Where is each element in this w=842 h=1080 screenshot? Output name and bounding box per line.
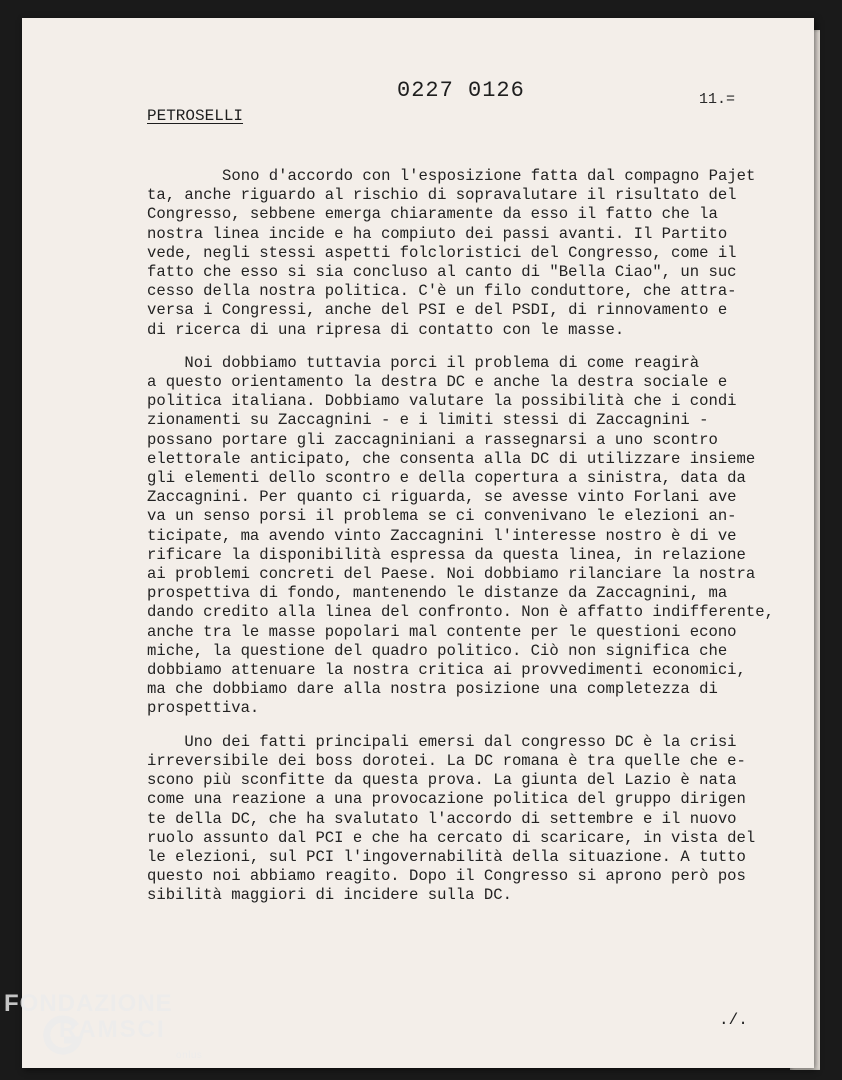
paragraph-2 — [147, 354, 817, 719]
paragraph-1 — [147, 167, 817, 340]
watermark-onlus: onlus — [176, 1050, 203, 1061]
paragraph-3 — [147, 733, 817, 906]
text-line: gli elementi dello scontro e della copertura a sinistra, data da — [147, 469, 746, 488]
text-line: ai problemi concreti del Paese. Noi dobbiamo rilanciare la nostra — [147, 565, 756, 584]
text-line: fatto che esso si sia concluso al canto di "Bella Ciao", un suc — [147, 263, 737, 282]
text-line: ticipate, ma avendo vinto Zaccagnini l'interesse nostro è di ve — [147, 526, 737, 545]
text-line: Uno dei fatti principali emersi dal congresso DC è la crisi — [147, 732, 737, 751]
gramsci-g-logo-icon — [40, 1014, 84, 1058]
text-line: dando credito alla linea del confronto. Non è affatto indifferente, — [147, 603, 774, 622]
text-line: elettorale anticipato, che consenta alla DC di utilizzare insieme — [147, 449, 756, 468]
text-line: sibilità maggiori di incidere sulla DC. — [147, 886, 512, 905]
text-line: cesso della nostra politica. C'è un filo conduttore, che attra- — [147, 282, 737, 301]
text-line: scono più sconfitte da questa prova. La giunta del Lazio è nata — [147, 771, 737, 790]
text-line: ma che dobbiamo dare alla nostra posizione una completezza di — [147, 680, 718, 699]
text-line: a questo orientamento la destra DC e anche la destra sociale e — [147, 373, 728, 392]
continuation-mark: ./. — [719, 1011, 748, 1029]
text-line: rificare la disponibilità espressa da questa linea, in relazione — [147, 545, 746, 564]
text-line: versa i Congressi, anche del PSI e del PSDI, di rinnovamento e — [147, 301, 728, 320]
text-line: nostra linea incide e ha compiuto dei passi avanti. Il Partito — [147, 224, 728, 243]
text-line: le elezioni, sul PCI l'ingovernabilità della situazione. A tutto — [147, 847, 746, 866]
text-line: questo noi abbiamo reagito. Dopo il Congresso si aprono però pos — [147, 867, 746, 886]
text-line: Congresso, sebbene emerga chiaramente da esso il fatto che la — [147, 205, 718, 224]
text-line: miche, la questione del quadro politico. Ciò non significa che — [147, 641, 728, 660]
text-line: di ricerca di una ripresa di contatto con le masse. — [147, 320, 625, 339]
text-line: zionamenti su Zaccagnini - e i limiti stessi di Zaccagnini - — [147, 411, 709, 430]
document-page — [22, 18, 814, 1068]
text-line: dobbiamo attenuare la nostra critica ai provvedimenti economici, — [147, 661, 746, 680]
text-line: ruolo assunto dal PCI e che ha cercato di scaricare, in vista del — [147, 828, 756, 847]
text-line: ta, anche riguardo al rischio di sopravalutare il risultato del — [147, 186, 737, 205]
fondazione-gramsci-watermark — [4, 990, 203, 1061]
text-line: prospettiva di fondo, mantenendo le distanze da Zaccagnini, ma — [147, 584, 728, 603]
text-line: possano portare gli zaccagniniani a rassegnarsi a uno scontro — [147, 430, 718, 449]
page-number: 11.= — [699, 91, 736, 108]
text-line: Zaccagnini. Per quanto ci riguarda, se avesse vinto Forlani ave — [147, 488, 737, 507]
text-line: va un senso porsi il problema se ci convenivano le elezioni an- — [147, 507, 737, 526]
text-line: come una reazione a una provocazione politica del gruppo dirigen — [147, 790, 746, 809]
text-line: Noi dobbiamo tuttavia porci il problema di come reagirà — [147, 353, 700, 372]
text-line: te della DC, che ha svalutato l'accordo di settembre e il nuovo — [147, 809, 737, 828]
text-line: vede, negli stessi aspetti folcloristici del Congresso, come il — [147, 243, 737, 262]
text-line: Sono d'accordo con l'esposizione fatta dal compagno Pajet — [222, 167, 756, 185]
speaker-heading: PETROSELLI — [147, 107, 244, 125]
document-body — [147, 167, 817, 920]
text-line: politica italiana. Dobbiamo valutare la possibilità che i condi — [147, 392, 737, 411]
archive-number: 0227 0126 — [397, 78, 525, 103]
text-line: prospettiva. — [147, 699, 260, 718]
watermark-line1: FONDAZIONE — [4, 990, 173, 1017]
text-line: anche tra le masse popolari mal contente per le questioni econo — [147, 622, 737, 641]
text-line: irreversibile dei boss dorotei. La DC romana è tra quelle che e- — [147, 751, 746, 770]
watermark-line2: RAMSCI — [59, 1016, 166, 1043]
